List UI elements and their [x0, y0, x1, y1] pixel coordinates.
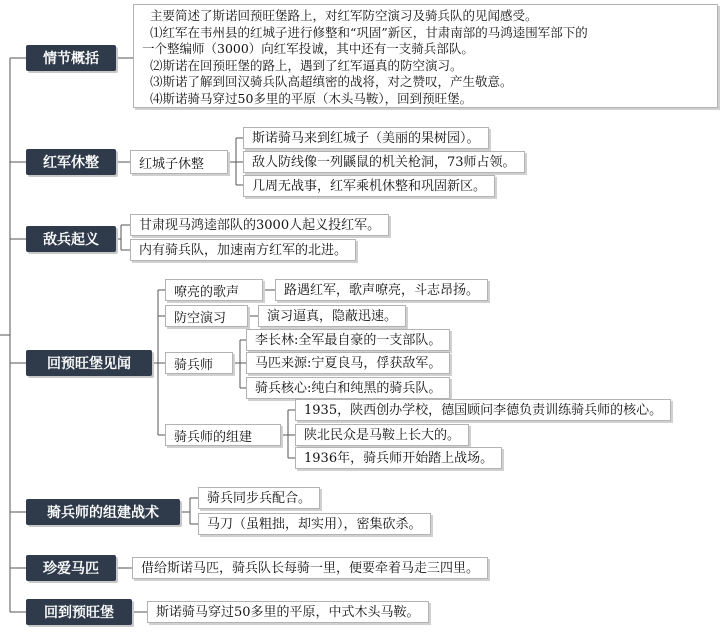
sub-air-drill[interactable]: 防空演习	[165, 305, 248, 327]
summary-line: ⑶斯诺了解到回汉骑兵队高超缜密的战将，对之赞叹，产生敬意。	[150, 74, 513, 89]
sub-loud-song[interactable]: 嘹亮的歌声	[165, 279, 263, 301]
topic-cherish-horses[interactable]: 珍爱马匹	[26, 555, 116, 581]
sub-cavalry-formation[interactable]: 骑兵师的组建	[165, 424, 281, 446]
cavalry-item: 骑兵核心:纯白和纯黑的骑兵队。	[246, 377, 450, 399]
sub-hongchengzi-rest[interactable]: 红城子休整	[130, 150, 228, 174]
sub-cavalry-division[interactable]: 骑兵师	[165, 352, 233, 374]
summary-line: ⑴红军在韦州县的红城子进行修整和“巩固”新区，甘肃南部的马鸿逵围军部下的	[150, 24, 588, 40]
cavalry-item: 李长林:全军最自豪的一支部队。	[246, 329, 450, 351]
rest-item: 敌人防线像一列鼷鼠的机关枪洞，73师占领。	[243, 151, 525, 173]
horses-item: 借给斯诺马匹，骑兵队长每骑一里，便要牵着马走三四里。	[132, 557, 488, 579]
uprising-item: 甘肃现马鸿逵部队的3000人起义投红军。	[130, 214, 389, 236]
summary-line: ⑷斯诺骑马穿过50多里的平原（木头马鞍），回到预旺堡。	[150, 90, 473, 106]
drill-item: 演习逼真，隐蔽迅速。	[258, 305, 406, 327]
rest-item: 斯诺骑马来到红城子（美丽的果树园）。	[243, 127, 489, 149]
topic-back-to-yuwangbao[interactable]: 回到预旺堡	[26, 599, 132, 625]
summary-box	[133, 4, 718, 108]
uprising-item: 内有骑兵队，加速南方红军的北进。	[130, 239, 356, 261]
topic-plot-summary[interactable]: 情节概括	[26, 45, 116, 71]
rest-item: 几周无战事，红军乘机休整和巩固新区。	[243, 175, 495, 197]
topic-red-army-rest[interactable]: 红军休整	[26, 149, 116, 175]
back-item: 斯诺骑马穿过50多里的平原，中式木头马鞍。	[147, 601, 429, 623]
topic-return-seen[interactable]: 回预旺堡见闻	[26, 350, 152, 376]
formation-item: 1936年，骑兵师开始踏上战场。	[295, 447, 502, 469]
tactics-item: 马刀（虽粗拙，却实用），密集砍杀。	[198, 513, 431, 535]
summary-line: 一个整编师（3000）向红军投诚，其中还有一支骑兵部队。	[142, 41, 474, 56]
formation-item: 1935，陕西创办学校，德国顾问李德负责训练骑兵师的核心。	[295, 399, 671, 421]
cavalry-item: 马匹来源:宁夏良马，俘获敌军。	[246, 352, 450, 374]
summary-line: ⑵斯诺在回预旺堡的路上，遇到了红军逼真的防空演习。	[150, 57, 463, 73]
summary-line: 主要简述了斯诺回预旺堡路上，对红军防空演习及骑兵队的见闻感受。	[150, 8, 538, 23]
topic-cavalry-tactics[interactable]: 骑兵师的组建战术	[26, 499, 180, 525]
song-item: 路遇红军，歌声嘹亮，斗志昂扬。	[275, 279, 488, 301]
formation-item: 陕北民众是马鞍上长大的。	[295, 424, 469, 446]
tactics-item: 骑兵同步兵配合。	[198, 487, 320, 509]
topic-enemy-uprising[interactable]: 敌兵起义	[26, 226, 116, 252]
